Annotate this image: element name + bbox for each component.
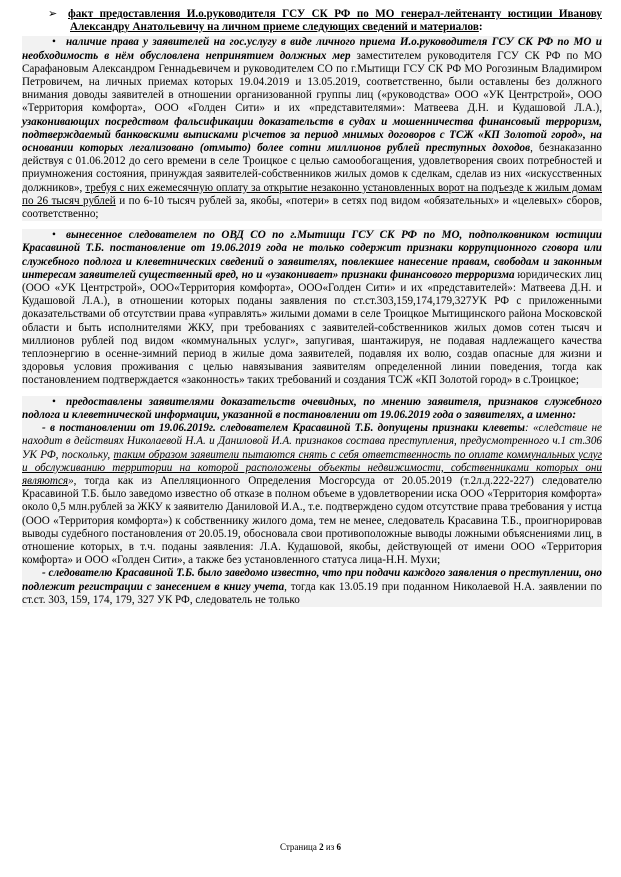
footer-page-number: 2 — [319, 842, 324, 852]
document-body — [22, 8, 602, 607]
p2-bold-lead: вынесенное следователем по ОВД СО по г.Мытищи ГСУ СК РФ по МО, подполковником юстиции Красавиной Т.Б. постановление от 19.06.2019 года не только содержит признаки коррупционного сговора или служебного подлога и клеветнических сведений о заявителях, повлекшее нанесение правам, свободам и законным интересам заявителей существенный вред, но и «узаконивает» признаки финансового терроризма — [22, 229, 602, 281]
p1-text-3: и по 6-10 тысяч рублей за, якобы, «потери» в сетях под видом «обязательных» и «целевых» сборов, соответственно; — [22, 194, 602, 221]
header-text: факт предоставления И.о.руководителя ГСУ СК РФ по МО генерал-лейтенанту юстиции Иванову Александру Анатольевичу на личном приеме следующих сведений и материалов — [68, 8, 602, 34]
p5-bold-lead: - следователю Красавиной Т.Б. было заведомо известно, что при подачи каждого заявления о преступлении, оно подлежит регистрации с занесением в книгу учета — [22, 567, 602, 593]
p4-italic-end: » — [68, 474, 74, 487]
page-footer — [0, 842, 621, 852]
footer-mid: из — [323, 842, 337, 852]
p4-bold-lead: - в постановлении от 19.06.2019г. следователем Красавиной Т.Б. допущены признаки клеветы — [42, 422, 526, 435]
bullet-icon: • — [52, 36, 56, 49]
footer-prefix: Страница — [280, 842, 320, 852]
p1-underlined: требуя с них ежемесячную оплату за открытие незаконно установленных ворот на подъезде к жилым домам по 26 тысяч рублей — [22, 181, 602, 207]
p4-text: , тогда как из Апелляционного Определения Мосгорсуда от 20.05.2019 (т.2л.д.222-227) следователю Красавиной Т.Б. было заведомо известно об отказе в полном объеме в удовлетворении иска ООО «Территория комфорта» около 0,5 млн.рублей за ЖКУ к заявителю Даниловой И.А., т.е. подтверждено судом отсутствие права требования у истца (ООО «Территория комфорта») к собственнику жилого дома, тем не менее, следователь Красавина Т.Б., проигнорировав выводы судебного постановления от 20.05.19, обосновала свои противоположные выводы ложными объяснениями лиц, в отношение которых, в т.ч. поданы заявления: Л.А. Кудашовой, якобы, действующей от имени ООО «Территория комфорта» и ООО «Голден Сити», а также без установленного статуса лица-Н.Н. Мухи; — [22, 474, 602, 567]
paragraph-2 — [22, 229, 602, 387]
paragraph-3 — [22, 396, 602, 422]
bullet-icon: • — [52, 395, 56, 408]
header-colon: : — [478, 21, 483, 34]
p1-text-2: , безнаказанно действуя с 01.06.2012 до сего времени в селе Троицкое с целью самообогащения, удовлетворения своих потребностей и приумножения состояния, принуждая заявителей-собственников жилых домов к сделкам, сделав из них «искусственных должников», — [22, 142, 602, 194]
p3-bold-lead: предоставлены заявителями доказательств очевидных, по мнению заявителя, признаков служебного подлога и клеветнической информации, указанной в постановлении от 19.06.2019 года о заявителях, а именно: — [22, 395, 602, 421]
p4-italic: : «следствие не находит в действиях Николаевой Н.А. и Даниловой И.А. признаков состава преступления, предусмотренного ч.1 ст.306 УК РФ, поскольку, — [22, 422, 602, 461]
p4-italic-underlined: таким образом заявители пытаются снять с себя ответственность по оплате коммунальных услуг и обслуживанию территории на которой расположены объекты недвижимости, собственниками которых они являются — [22, 448, 602, 487]
footer-total-pages: 6 — [336, 842, 341, 852]
paragraph-4 — [22, 422, 602, 567]
p1-text-1: заместителем руководителя ГСУ СК РФ по МО Сарафановым Александром Геннадьевичем и руководителем СО по г.Мытищи ГСУ СК РФ МО Рогозиным Владимиром Петровичем, на личных приемах которых 19.04.2019 и 13.05.2019, соответственно, были оставлены без должного внимания доводы заявителей в отношении организованной группы лиц («руководства» ООО «УК Центрстрой», ООО «Территория комфорта», ООО «Голден Сити» и их «представителями»: Матвеева Д.Н. и Кудашовой Л.А.), — [22, 49, 602, 115]
p1-bold-2: узаконивающих посредством фальсификации доказательств в судах и мошенничества финансовый терроризм, подтверждаемый банковскими выписками р\счетов за период мнимых договоров с ТСЖ «КП Золотой город», на основании которых легализовано (отмыто) более сотни миллионов рублей преступных доходов — [22, 115, 602, 155]
p2-text: юридических лиц (ООО «УК Центрстрой», ООО«Территория комфорта», ООО«Голден Сити» и их «представителей»: Матвеева Д.Н. и Кудашовой Л.А.), в отношении которых поданы заявления по ст.ст.303,159,174,179,327УК РФ с приложенными доказательствами об отсутствии права «управлять» жилыми домами в селе Троицкое Мытищинского района Московской области и быть исполнителями ЖКУ, при требованиях с заявителей-собственников жилых домов сотен тысяч и миллионов рублей под видом «коммунальных услуг», запугивая, шантажируя, не подавая надлежащего качества теплоэнергию в осенне-зимний период в жилые дома заявителей, подавляя их волю, создав опасные для жизни и здоровья условия проживания с целью навязывания заявителям определенной линии поведения, тогда как постановлением подтверждается «законность» таких требований и создания ТСЖ «КП Золотой город» в с.Троицкое; — [22, 268, 602, 387]
arrow-bullet-icon: ➢ — [48, 8, 58, 20]
paragraph-5 — [22, 567, 602, 607]
paragraph-1 — [22, 36, 602, 221]
p1-bold-lead: наличие права у заявителей на гос.услугу в виде личного приема И.о.руководителя ГСУ СК РФ по МО и необходимость в нём обусловлена непринятием должных мер — [22, 36, 602, 62]
p5-text: , тогда как 13.05.19 при поданном Николаевой Н.А. заявлении по ст.ст. 303, 159, 174, 179, 327 УК РФ, следователь не только — [22, 580, 603, 606]
section-header — [22, 8, 602, 34]
bullet-icon: • — [52, 229, 56, 242]
